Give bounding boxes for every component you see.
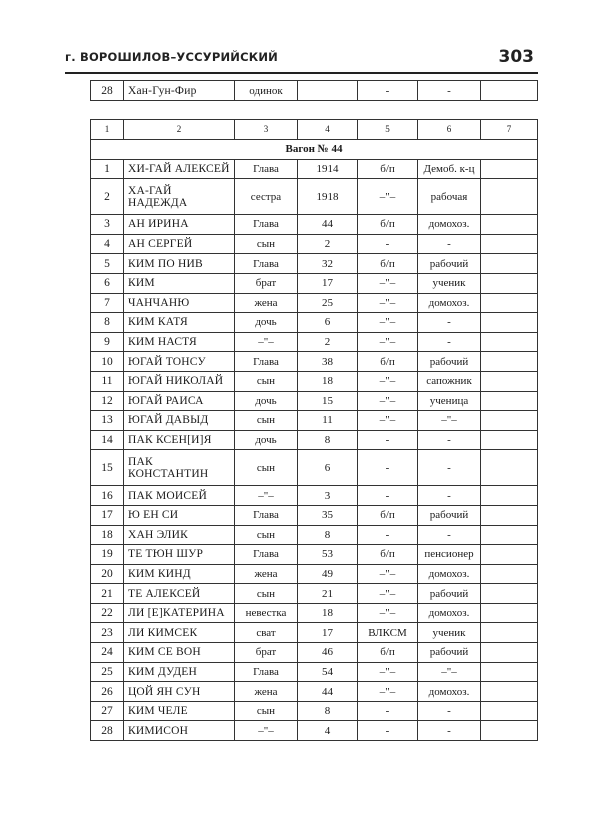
- occupation: домохоз.: [418, 603, 481, 623]
- row-number: 5: [91, 254, 124, 274]
- birth-year: 2: [298, 332, 358, 352]
- party: б/п: [358, 505, 418, 525]
- relation: брат: [235, 273, 298, 293]
- relation: Глава: [235, 215, 298, 235]
- person-name: ЮГАЙ НИКОЛАЙ: [124, 371, 235, 391]
- person-name: Ю ЕН СИ: [124, 505, 235, 525]
- occupation: домохоз.: [418, 215, 481, 235]
- occupation: рабочая: [418, 179, 481, 215]
- table-row: [91, 623, 538, 643]
- birth-year: 35: [298, 505, 358, 525]
- birth-year: 18: [298, 371, 358, 391]
- table-row: [91, 81, 538, 101]
- table-row: [91, 603, 538, 623]
- row-number: 1: [91, 159, 124, 179]
- party: –"–: [358, 564, 418, 584]
- table-row: [91, 584, 538, 604]
- person-name: ХА-ГАЙ НАДЕЖДА: [124, 179, 235, 215]
- person-name: КИМ СЕ ВОН: [124, 643, 235, 663]
- person-name: КИМ ЧЕЛЕ: [124, 701, 235, 721]
- table-row: [91, 564, 538, 584]
- table-row: [91, 682, 538, 702]
- birth-year: 25: [298, 293, 358, 313]
- birth-year: 1914: [298, 159, 358, 179]
- row-number: 8: [91, 313, 124, 333]
- note: [481, 701, 538, 721]
- table-row: [91, 352, 538, 372]
- occupation: -: [418, 430, 481, 450]
- wagon-table: [90, 119, 538, 741]
- table-row: [91, 701, 538, 721]
- birth-year: 6: [298, 313, 358, 333]
- table-row: [91, 525, 538, 545]
- relation: –"–: [235, 332, 298, 352]
- note: [481, 545, 538, 565]
- person-name: ПАК КСЕН[И]Я: [124, 430, 235, 450]
- person-name: ЦОЙ ЯН СУН: [124, 682, 235, 702]
- column-number: 7: [481, 120, 538, 140]
- relation: невестка: [235, 603, 298, 623]
- person-name: КИМ ПО НИВ: [124, 254, 235, 274]
- note: [481, 643, 538, 663]
- party: –"–: [358, 603, 418, 623]
- party: –"–: [358, 391, 418, 411]
- table-row: [91, 545, 538, 565]
- note: [481, 505, 538, 525]
- person-name: КИМ КАТЯ: [124, 313, 235, 333]
- table-row: [91, 313, 538, 333]
- person-name: ХИ-ГАЙ АЛЕКСЕЙ: [124, 159, 235, 179]
- birth-year: 18: [298, 603, 358, 623]
- relation: –"–: [235, 721, 298, 741]
- party: –"–: [358, 584, 418, 604]
- note: [481, 179, 538, 215]
- party: –"–: [358, 273, 418, 293]
- occupation: домохоз.: [418, 564, 481, 584]
- occupation: -: [418, 81, 481, 101]
- note: [481, 450, 538, 486]
- relation: Глава: [235, 159, 298, 179]
- column-number: 5: [358, 120, 418, 140]
- party: –"–: [358, 411, 418, 431]
- relation: –"–: [235, 486, 298, 506]
- page-header: [65, 44, 538, 68]
- person-name: КИМ КИНД: [124, 564, 235, 584]
- note: [481, 215, 538, 235]
- person-name: ЮГАЙ ДАВЫД: [124, 411, 235, 431]
- relation: одинок: [235, 81, 298, 101]
- relation: Глава: [235, 545, 298, 565]
- occupation: ученица: [418, 391, 481, 411]
- occupation: -: [418, 486, 481, 506]
- row-number: 4: [91, 234, 124, 254]
- row-number: 15: [91, 450, 124, 486]
- birth-year: 46: [298, 643, 358, 663]
- birth-year: 21: [298, 584, 358, 604]
- row-number: 19: [91, 545, 124, 565]
- birth-year: 49: [298, 564, 358, 584]
- note: [481, 662, 538, 682]
- birth-year: 17: [298, 273, 358, 293]
- note: [481, 332, 538, 352]
- birth-year: 3: [298, 486, 358, 506]
- person-name: КИМ НАСТЯ: [124, 332, 235, 352]
- relation: Глава: [235, 352, 298, 372]
- continuation-table: [90, 80, 538, 101]
- row-number: 18: [91, 525, 124, 545]
- row-number: 20: [91, 564, 124, 584]
- table-row: [91, 430, 538, 450]
- table-row: [91, 505, 538, 525]
- row-number: 24: [91, 643, 124, 663]
- note: [481, 391, 538, 411]
- party: -: [358, 430, 418, 450]
- note: [481, 234, 538, 254]
- party: –"–: [358, 293, 418, 313]
- occupation: ученик: [418, 273, 481, 293]
- birth-year: [298, 81, 358, 101]
- table-row: [91, 179, 538, 215]
- column-number: 4: [298, 120, 358, 140]
- person-name: АН ИРИНА: [124, 215, 235, 235]
- party: б/п: [358, 215, 418, 235]
- page-number: 303: [498, 47, 534, 67]
- column-number: 1: [91, 120, 124, 140]
- person-name: КИМИСОН: [124, 721, 235, 741]
- row-number: 26: [91, 682, 124, 702]
- person-name: ЧАНЧАНЮ: [124, 293, 235, 313]
- party: -: [358, 450, 418, 486]
- person-name: ПАК КОНСТАНТИН: [124, 450, 235, 486]
- relation: жена: [235, 682, 298, 702]
- party: –"–: [358, 179, 418, 215]
- person-name: ТЕ ТЮН ШУР: [124, 545, 235, 565]
- birth-year: 8: [298, 430, 358, 450]
- birth-year: 53: [298, 545, 358, 565]
- note: [481, 525, 538, 545]
- relation: жена: [235, 293, 298, 313]
- table-row: [91, 486, 538, 506]
- table-row: [91, 662, 538, 682]
- occupation: пенсионер: [418, 545, 481, 565]
- birth-year: 17: [298, 623, 358, 643]
- party: –"–: [358, 662, 418, 682]
- party: б/п: [358, 545, 418, 565]
- row-number: 11: [91, 371, 124, 391]
- occupation: рабочий: [418, 643, 481, 663]
- occupation: Демоб. к-ц: [418, 159, 481, 179]
- birth-year: 44: [298, 215, 358, 235]
- row-number: 28: [91, 81, 124, 101]
- relation: сын: [235, 450, 298, 486]
- row-number: 6: [91, 273, 124, 293]
- party: б/п: [358, 254, 418, 274]
- relation: Глава: [235, 662, 298, 682]
- column-number-row: [91, 120, 538, 140]
- column-number: 3: [235, 120, 298, 140]
- row-number: 22: [91, 603, 124, 623]
- relation: дочь: [235, 391, 298, 411]
- row-number: 28: [91, 721, 124, 741]
- relation: брат: [235, 643, 298, 663]
- relation: сын: [235, 234, 298, 254]
- table-row: [91, 215, 538, 235]
- note: [481, 623, 538, 643]
- occupation: -: [418, 701, 481, 721]
- column-number: 2: [124, 120, 235, 140]
- party: б/п: [358, 643, 418, 663]
- note: [481, 254, 538, 274]
- party: -: [358, 81, 418, 101]
- table-row: [91, 159, 538, 179]
- relation: сын: [235, 701, 298, 721]
- relation: сын: [235, 525, 298, 545]
- birth-year: 8: [298, 701, 358, 721]
- note: [481, 411, 538, 431]
- birth-year: 1918: [298, 179, 358, 215]
- occupation: -: [418, 234, 481, 254]
- birth-year: 38: [298, 352, 358, 372]
- note: [481, 81, 538, 101]
- table-row: [91, 332, 538, 352]
- party: б/п: [358, 159, 418, 179]
- occupation: -: [418, 721, 481, 741]
- wagon-title: Вагон № 44: [91, 139, 538, 159]
- note: [481, 371, 538, 391]
- note: [481, 721, 538, 741]
- row-number: 16: [91, 486, 124, 506]
- person-name: ТЕ АЛЕКСЕЙ: [124, 584, 235, 604]
- relation: сват: [235, 623, 298, 643]
- party: –"–: [358, 371, 418, 391]
- table-row: [91, 234, 538, 254]
- occupation: сапожник: [418, 371, 481, 391]
- person-name: ЛИ КИМСЕК: [124, 623, 235, 643]
- occupation: -: [418, 525, 481, 545]
- note: [481, 430, 538, 450]
- occupation: –"–: [418, 662, 481, 682]
- person-name: АН СЕРГЕЙ: [124, 234, 235, 254]
- birth-year: 32: [298, 254, 358, 274]
- table-row: [91, 721, 538, 741]
- table-row: [91, 411, 538, 431]
- occupation: -: [418, 332, 481, 352]
- person-name: ХАН ЭЛИК: [124, 525, 235, 545]
- occupation: домохоз.: [418, 293, 481, 313]
- column-number: 6: [418, 120, 481, 140]
- birth-year: 4: [298, 721, 358, 741]
- table-row: [91, 273, 538, 293]
- party: –"–: [358, 332, 418, 352]
- birth-year: 2: [298, 234, 358, 254]
- row-number: 27: [91, 701, 124, 721]
- person-name: ЛИ [Е]КАТЕРИНА: [124, 603, 235, 623]
- person-name: ПАК МОИСЕЙ: [124, 486, 235, 506]
- note: [481, 352, 538, 372]
- occupation: домохоз.: [418, 682, 481, 702]
- table-row: [91, 643, 538, 663]
- row-number: 9: [91, 332, 124, 352]
- note: [481, 313, 538, 333]
- birth-year: 15: [298, 391, 358, 411]
- note: [481, 159, 538, 179]
- party: –"–: [358, 313, 418, 333]
- occupation: рабочий: [418, 584, 481, 604]
- occupation: -: [418, 450, 481, 486]
- note: [481, 273, 538, 293]
- running-title: г. ВОРОШИЛОВ–УССУРИЙСКИЙ: [65, 50, 278, 64]
- table-row: [91, 254, 538, 274]
- row-number: 10: [91, 352, 124, 372]
- note: [481, 564, 538, 584]
- relation: сын: [235, 371, 298, 391]
- occupation: рабочий: [418, 352, 481, 372]
- person-name: ЮГАЙ РАИСА: [124, 391, 235, 411]
- row-number: 23: [91, 623, 124, 643]
- row-number: 2: [91, 179, 124, 215]
- occupation: рабочий: [418, 505, 481, 525]
- note: [481, 682, 538, 702]
- relation: сестра: [235, 179, 298, 215]
- table-row: [91, 391, 538, 411]
- relation: дочь: [235, 430, 298, 450]
- party: -: [358, 486, 418, 506]
- relation: сын: [235, 584, 298, 604]
- birth-year: 44: [298, 682, 358, 702]
- relation: Глава: [235, 254, 298, 274]
- note: [481, 293, 538, 313]
- table-row: [91, 450, 538, 486]
- person-name: КИМ: [124, 273, 235, 293]
- note: [481, 584, 538, 604]
- row-number: 25: [91, 662, 124, 682]
- party: –"–: [358, 682, 418, 702]
- table-row: [91, 371, 538, 391]
- row-number: 13: [91, 411, 124, 431]
- birth-year: 8: [298, 525, 358, 545]
- relation: жена: [235, 564, 298, 584]
- note: [481, 486, 538, 506]
- person-name: ЮГАЙ ТОНСУ: [124, 352, 235, 372]
- birth-year: 6: [298, 450, 358, 486]
- note: [481, 603, 538, 623]
- row-number: 17: [91, 505, 124, 525]
- party: -: [358, 701, 418, 721]
- occupation: –"–: [418, 411, 481, 431]
- row-number: 3: [91, 215, 124, 235]
- party: -: [358, 721, 418, 741]
- row-number: 21: [91, 584, 124, 604]
- birth-year: 11: [298, 411, 358, 431]
- person-name: КИМ ДУДЕН: [124, 662, 235, 682]
- row-number: 12: [91, 391, 124, 411]
- row-number: 14: [91, 430, 124, 450]
- party: -: [358, 525, 418, 545]
- party: ВЛКСМ: [358, 623, 418, 643]
- party: б/п: [358, 352, 418, 372]
- wagon-title-row: [91, 139, 538, 159]
- header-rule: [65, 72, 538, 74]
- relation: дочь: [235, 313, 298, 333]
- table-row: [91, 293, 538, 313]
- relation: Глава: [235, 505, 298, 525]
- birth-year: 54: [298, 662, 358, 682]
- row-number: 7: [91, 293, 124, 313]
- party: -: [358, 234, 418, 254]
- relation: сын: [235, 411, 298, 431]
- occupation: ученик: [418, 623, 481, 643]
- occupation: рабочий: [418, 254, 481, 274]
- person-name: Хан-Гун-Фир: [124, 81, 235, 101]
- occupation: -: [418, 313, 481, 333]
